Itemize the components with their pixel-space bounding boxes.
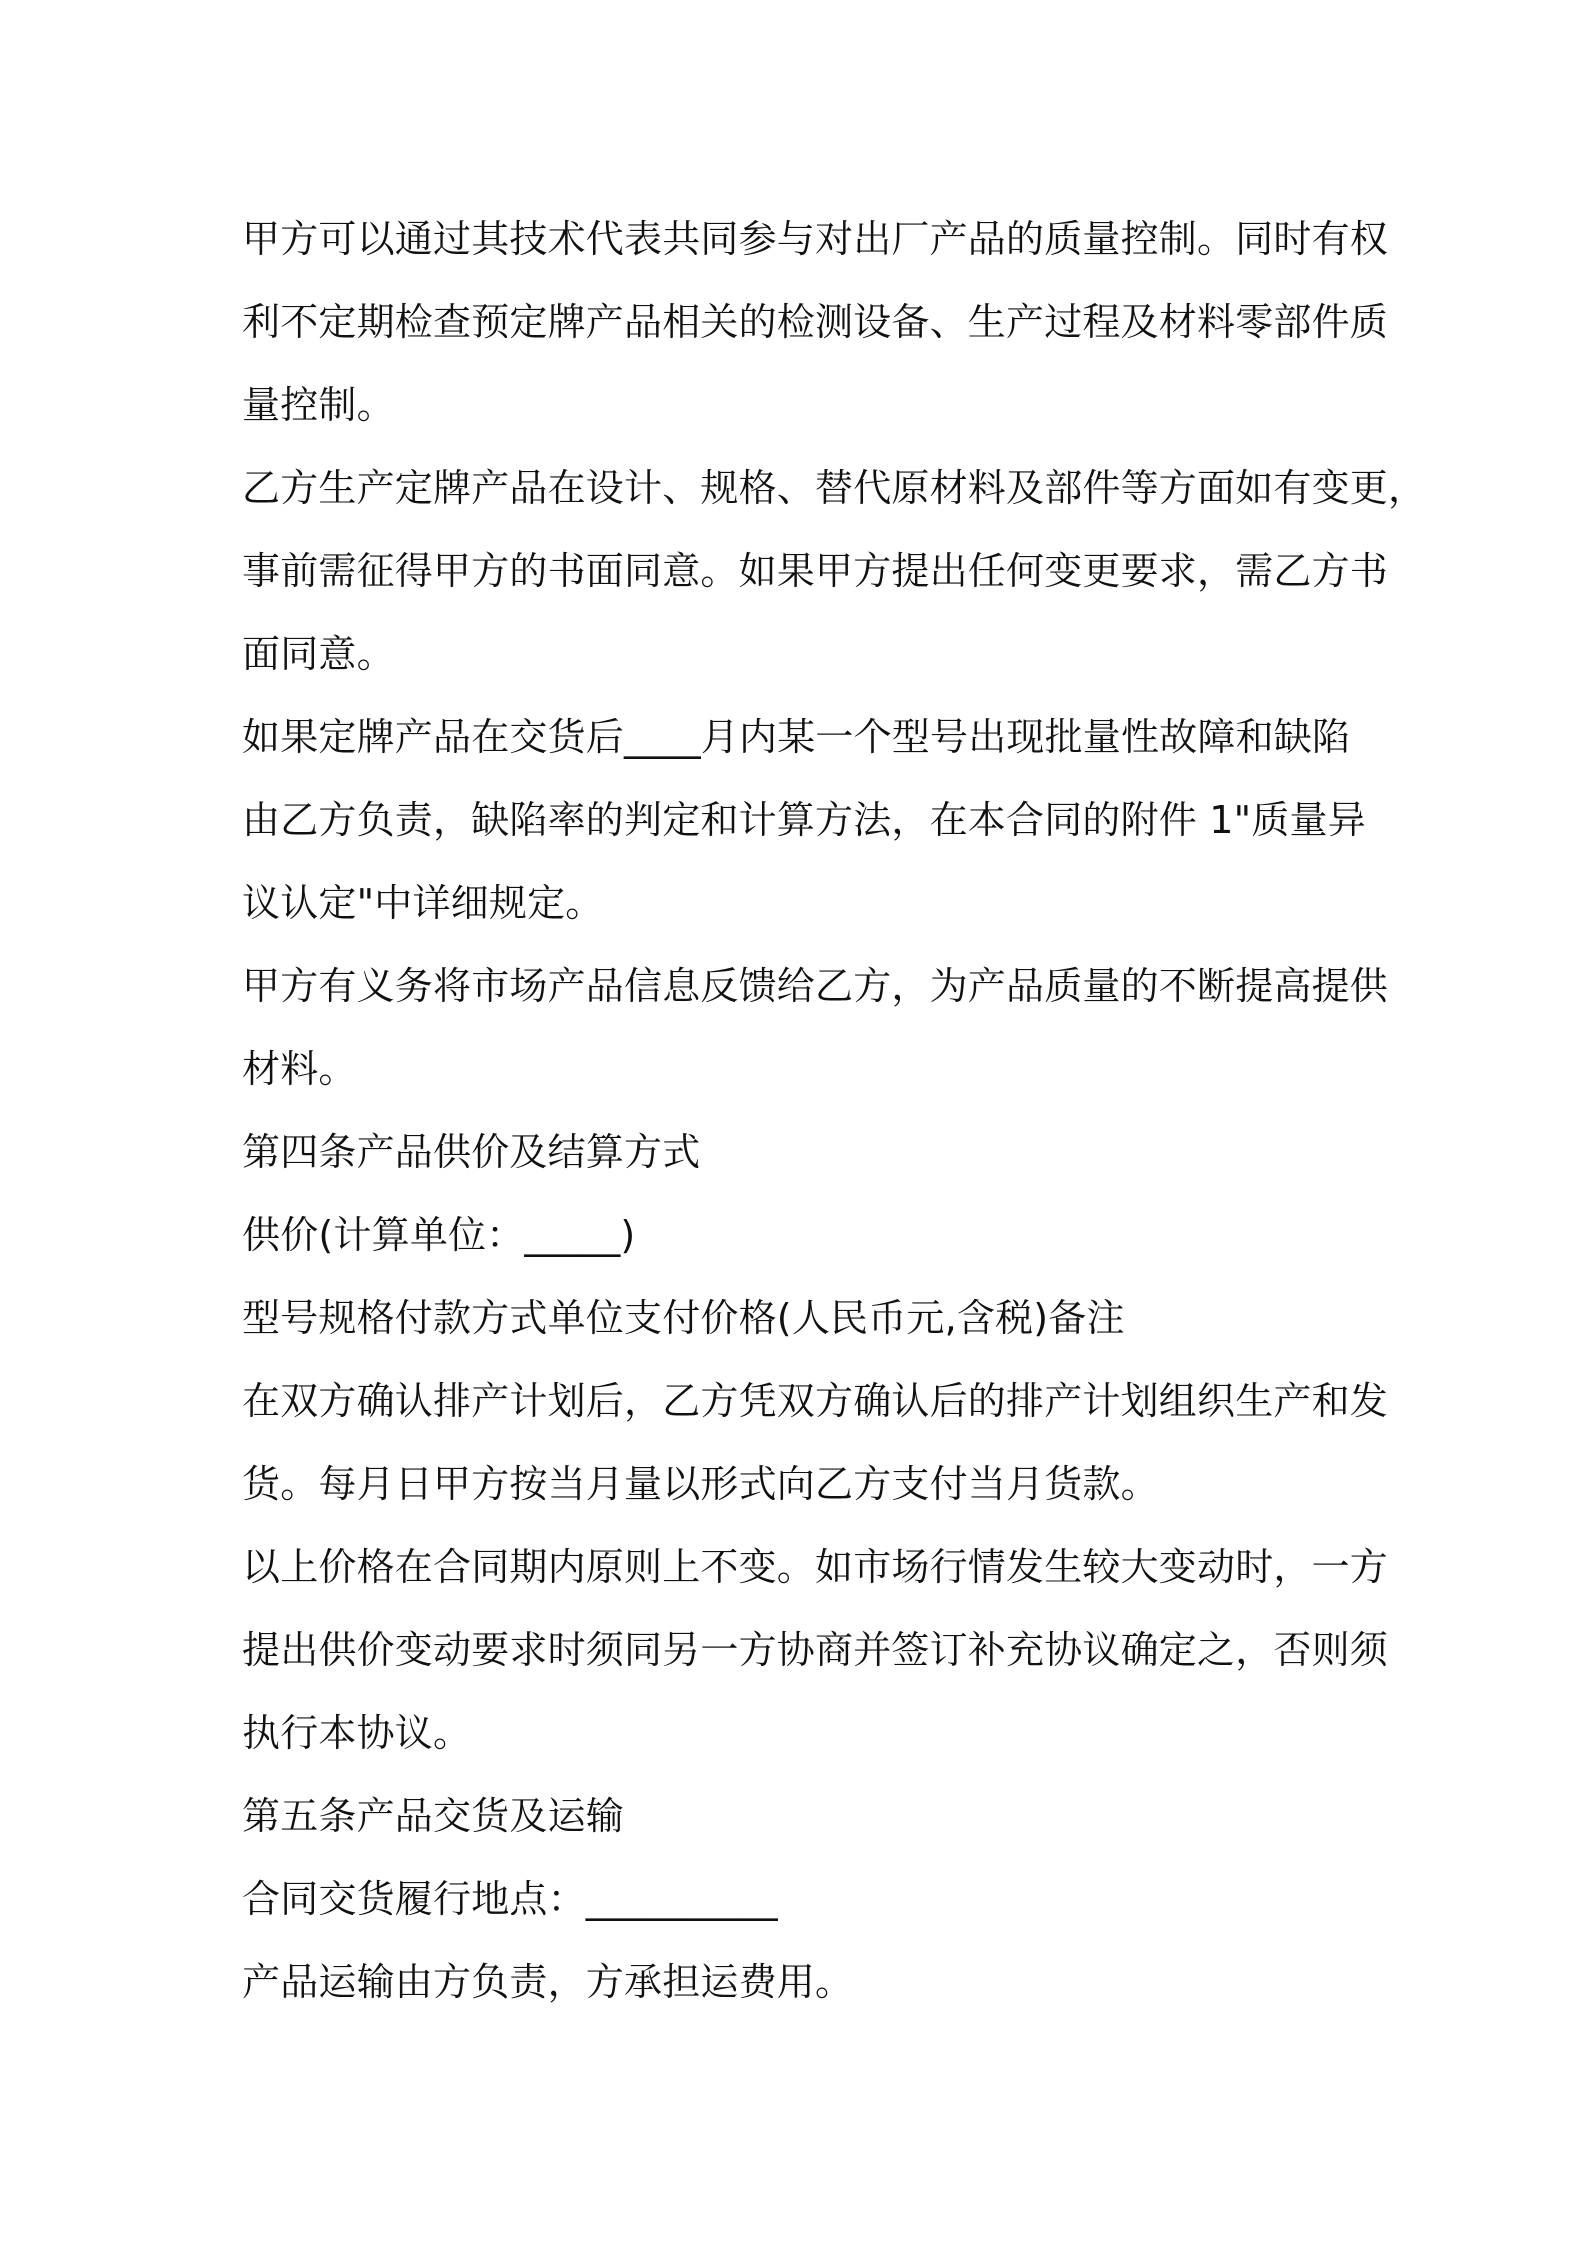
paragraph-line: 乙方生产定牌产品在设计、规格、替代原材料及部件等方面如有变更， [242, 466, 1427, 510]
paragraph-line: 材料。 [242, 1047, 357, 1091]
paragraph-line: 事前需征得甲方的书面同意。如果甲方提出任何变更要求，需乙方书 [242, 549, 1389, 593]
paragraph-line: 由乙方负责，缺陷率的判定和计算方法，在本合同的附件 1"质量异 [242, 798, 1366, 842]
paragraph-line: 提出供价变动要求时须同另一方协商并签订补充协议确定之，否则须 [242, 1628, 1389, 1672]
paragraph-line: 供价(计算单位：_____) [242, 1213, 636, 1257]
paragraph-line: 在双方确认排产计划后，乙方凭双方确认后的排产计划组织生产和发 [242, 1379, 1389, 1423]
paragraph-line: 产品运输由方负责，方承担运费用。 [242, 1960, 854, 2004]
paragraph-line: 如果定牌产品在交货后____月内某一个型号出现批量性故障和缺陷 [242, 715, 1351, 759]
section-heading: 第四条产品供价及结算方式 [242, 1130, 701, 1174]
section-heading: 第五条产品交货及运输 [242, 1794, 625, 1838]
paragraph-line: 甲方有义务将市场产品信息反馈给乙方，为产品质量的不断提高提供 [242, 964, 1389, 1008]
paragraph-line: 以上价格在合同期内原则上不变。如市场行情发生较大变动时，一方 [242, 1545, 1389, 1589]
paragraph-line: 议认定"中详细规定。 [242, 881, 604, 925]
paragraph-line: 甲方可以通过其技术代表共同参与对出厂产品的质量控制。同时有权 [242, 217, 1389, 261]
paragraph-line: 货。每月日甲方按当月量以形式向乙方支付当月货款。 [242, 1462, 1159, 1506]
paragraph-line: 执行本协议。 [242, 1711, 472, 1755]
paragraph-line: 合同交货履行地点：__________ [242, 1877, 778, 1921]
paragraph-line: 利不定期检查预定牌产品相关的检测设备、生产过程及材料零部件质 [242, 300, 1389, 344]
document-body [242, 198, 1427, 2024]
paragraph-line: 量控制。 [242, 383, 395, 427]
paragraph-line: 面同意。 [242, 632, 395, 676]
paragraph-line: 型号规格付款方式单位支付价格(人民币元,含税)备注 [242, 1296, 1125, 1340]
